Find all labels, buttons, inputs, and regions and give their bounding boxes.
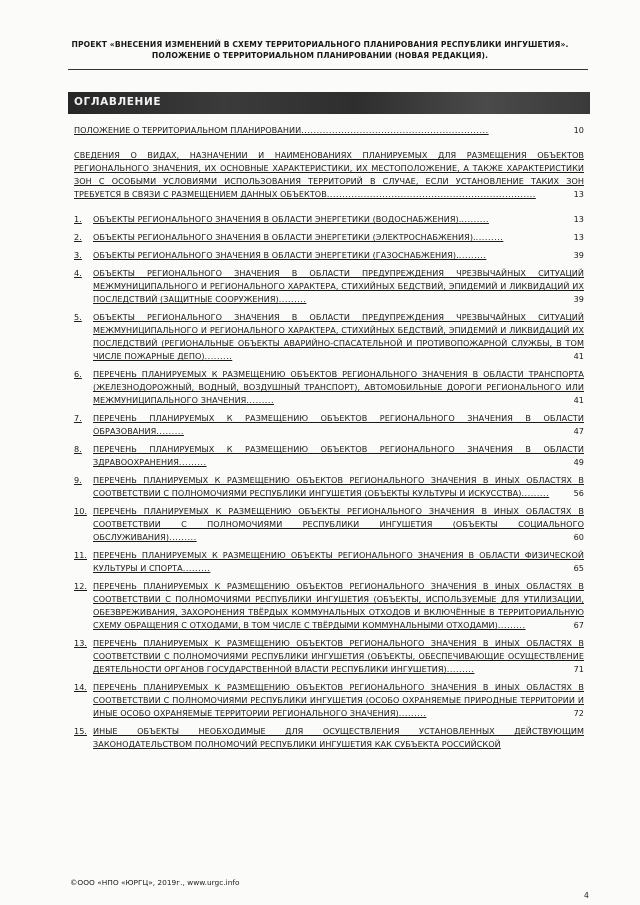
toc-item-label: ОБЪЕКТЫ РЕГИОНАЛЬНОГО ЗНАЧЕНИЯ В ОБЛАСТИ ПРЕДУПРЕЖДЕНИЯ ЧРЕЗВЫЧАЙНЫХ СИТУАЦИЙ МЕЖМУНИЦИПАЛЬНОГО И РЕГИОНАЛЬНОГО ХАРАКТЕРА, СТИХИЙНЫХ БЕДСТВИЙ, ЭПИДЕМИЙ И ЛИКВИДАЦИЙ ИХ ПОСЛЕДСТВИЙ (ЗАЩИТНЫЕ СООРУЖЕНИЯ) [93,268,584,304]
toc-item-9[interactable] [74,474,584,500]
toc-item-label: ИНЫЕ ОБЪЕКТЫ НЕОБХОДИМЫЕ ДЛЯ ОСУЩЕСТВЛЕНИЯ УСТАНОВЛЕННЫХ ДЕЙСТВУЮЩИМ ЗАКОНОДАТЕЛЬСТВОМ ПОЛНОМОЧИЙ РЕСПУБЛИКИ ИНГУШЕТИЯ КАК СУБЪЕКТА РОССИЙСКОЙ [93,726,584,749]
toc-page-number: 71 [573,664,584,674]
toc-item-body [93,725,584,751]
toc-item-3[interactable] [74,249,584,262]
toc-item-label: ОБЪЕКТЫ РЕГИОНАЛЬНОГО ЗНАЧЕНИЯ В ОБЛАСТИ ПРЕДУПРЕЖДЕНИЯ ЧРЕЗВЫЧАЙНЫХ СИТУАЦИЙ МЕЖМУНИЦИПАЛЬНОГО И РЕГИОНАЛЬНОГО ХАРАКТЕРА, СТИХИЙНЫХ БЕДСТВИЙ, ЭПИДЕМИЙ И ЛИКВИДАЦИЙ ИХ ПОСЛЕДСТВИЙ (РЕГИОНАЛЬНЫЕ ОБЪЕКТЫ АВАРИЙНО-СПАСАТЕЛЬНОЙ И ПРОТИВОПОЖАРНОЙ СЛУЖБЫ, В ТОМ ЧИСЛЕ ПОЖАРНЫЕ ДЕПО) [93,312,584,361]
toc-item-1[interactable] [74,213,584,226]
toc-item-body: ПЕРЕЧЕНЬ ПЛАНИРУЕМЫХ К РАЗМЕЩЕНИЮ ОБЪЕКТОВ РЕГИОНАЛЬНОГО ЗНАЧЕНИЯ В ОБЛАСТИ ЗДРАВООХРАНЕНИЯ......... 49 [93,444,584,467]
toc-numbered-list [74,213,584,751]
toc-entry-positioning[interactable]: 10 ПОЛОЖЕНИЕ О ТЕРРИТОРИАЛЬНОМ ПЛАНИРОВАНИИ............................................................. [74,125,584,135]
toc-item-number: 6. [74,369,82,379]
toc-item-4[interactable] [74,267,584,306]
toc-item-number: 1. [74,214,82,224]
toc-item-13[interactable] [74,637,584,676]
toc-heading: ОГЛАВЛЕНИЕ [74,96,162,108]
toc-entry-label: ПОЛОЖЕНИЕ О ТЕРРИТОРИАЛЬНОМ ПЛАНИРОВАНИИ [74,125,302,135]
toc-item-number: 3. [74,250,82,260]
toc-item-number: 13. [74,638,88,648]
toc-page-number: 67 [573,620,584,630]
toc-item-body: ПЕРЕЧЕНЬ ПЛАНИРУЕМЫХ К РАЗМЕЩЕНИЮ ОБЪЕКТОВ РЕГИОНАЛЬНОГО ЗНАЧЕНИЯ В ОБЛАСТИ ОБРАЗОВАНИЯ......... 47 [93,413,584,436]
toc-item-body: ПЕРЕЧЕНЬ ПЛАНИРУЕМЫХ К РАЗМЕЩЕНИЮ ОБЪЕКТОВ РЕГИОНАЛЬНОГО ЗНАЧЕНИЯ В ИНЫХ ОБЛАСТЯХ В СООТВЕТСТВИИ С ПОЛНОМОЧИЯМИ РЕСПУБЛИКИ ИНГУШЕТИЯ (ОБЪЕКТЫ КУЛЬТУРЫ И ИСКУССТВА)......... 56 [93,475,584,498]
toc-page-number: 56 [573,488,584,498]
toc-item-label: ПЕРЕЧЕНЬ ПЛАНИРУЕМЫХ К РАЗМЕЩЕНИЮ ОБЪЕКТОВ РЕГИОНАЛЬНОГО ЗНАЧЕНИЯ В ИНЫХ ОБЛАСТЯХ В СООТВЕТСТВИИ С ПОЛНОМОЧИЯМИ РЕСПУБЛИКИ ИНГУШЕТИЯ (ОСОБО ОХРАНЯЕМЫЕ ПРИРОДНЫЕ ТЕРРИТОРИИ И ИНЫЕ ОСОБО ОХРАНЯЕМЫЕ ТЕРРИТОРИИ РЕГИОНАЛЬНОГО ЗНАЧЕНИЯ) [93,682,584,718]
toc-page-number: 72 [573,708,584,718]
toc-page-number: 39 [573,294,584,304]
toc-item-body: ОБЪЕКТЫ РЕГИОНАЛЬНОГО ЗНАЧЕНИЯ В ОБЛАСТИ ЭНЕРГЕТИКИ (ГАЗОСНАБЖЕНИЯ).......... 39 [93,250,584,260]
toc-entry-information[interactable]: СВЕДЕНИЯ О ВИДАХ, НАЗНАЧЕНИИ И НАИМЕНОВАНИЯХ ПЛАНИРУЕМЫХ ДЛЯ РАЗМЕЩЕНИЯ ОБЪЕКТОВ РЕГИОНАЛЬНОГО ЗНАЧЕНИЯ, ИХ ОСНОВНЫЕ ХАРАКТЕРИСТИКИ, ИХ МЕСТОПОЛОЖЕНИЕ, А ТАКЖЕ ХАРАКТЕРИСТИКИ ЗОН С ОСОБЫМИ УСЛОВИЯМИ ИСПОЛЬЗОВАНИЯ ТЕРРИТОРИЙ В СЛУЧАЕ, ЕСЛИ УСТАНОВЛЕНИЕ ТАКИХ ЗОН ТРЕБУЕТСЯ В СВЯЗИ С РАЗМЕЩЕНИЕМ ДАННЫХ ОБЪЕКТОВ.................................................................... 13 [74,150,584,199]
toc-item-number: 9. [74,475,82,485]
toc-item-number: 15. [74,726,88,736]
toc-item-label: ПЕРЕЧЕНЬ ПЛАНИРУЕМЫХ К РАЗМЕЩЕНИЮ ОБЪЕКТОВ РЕГИОНАЛЬНОГО ЗНАЧЕНИЯ В ОБЛАСТИ ТРАНСПОРТА (ЖЕЛЕЗНОДОРОЖНЫЙ, ВОДНЫЙ, ВОЗДУШНЫЙ ТРАНСПОРТ), АВТОМОБИЛЬНЫЕ ДОРОГИ РЕГИОНАЛЬНОГО ИЛИ МЕЖМУНИЦИПАЛЬНОГО ЗНАЧЕНИЯ [93,369,584,405]
toc-item-number: 2. [74,232,82,242]
toc-item-number: 10. [74,506,88,516]
toc-item-body: ПЕРЕЧЕНЬ ПЛАНИРУЕМЫХ К РАЗМЕЩЕНИЮ ОБЪЕКТЫ РЕГИОНАЛЬНОГО ЗНАЧЕНИЯ В ИНЫХ ОБЛАСТЯХ В СООТВЕТСТВИИ С ПОЛНОМОЧИЯМИ РЕСПУБЛИКИ ИНГУШЕТИЯ (ОБЪЕКТЫ СОЦИАЛЬНОГО ОБСЛУЖИВАНИЯ)......... 60 [93,506,584,542]
toc-page-number: 60 [573,532,584,542]
toc-item-number: 11. [74,550,88,560]
toc-item-11[interactable] [74,549,584,575]
toc-page-number: 10 [573,125,584,135]
toc-page-number: 13 [573,214,584,224]
toc-page-number: 41 [573,351,584,361]
toc-page-number: 13 [573,189,584,199]
toc-item-7[interactable] [74,412,584,438]
toc-item-number: 8. [74,444,82,454]
toc-item-label: ОБЪЕКТЫ РЕГИОНАЛЬНОГО ЗНАЧЕНИЯ В ОБЛАСТИ ЭНЕРГЕТИКИ (ГАЗОСНАБЖЕНИЯ). [93,250,459,260]
toc-item-number: 5. [74,312,82,322]
toc-item-body: ОБЪЕКТЫ РЕГИОНАЛЬНОГО ЗНАЧЕНИЯ В ОБЛАСТИ ЭНЕРГЕТИКИ (ВОДОСНАБЖЕНИЯ).......... 13 [93,214,584,224]
header-line-1: ПРОЕКТ «ВНЕСЕНИЯ ИЗМЕНЕНИЙ В СХЕМУ ТЕРРИТОРИАЛЬНОГО ПЛАНИРОВАНИЯ РЕСПУБЛИКИ ИНГУШЕТИЯ». [71,40,569,49]
toc-page-number: 47 [573,426,584,436]
document-header [60,39,580,61]
toc-page-number: 39 [573,250,584,260]
toc-page-number: 49 [573,457,584,467]
toc-item-15[interactable] [74,725,584,751]
toc-item-number: 4. [74,268,82,278]
toc-item-body: ПЕРЕЧЕНЬ ПЛАНИРУЕМЫХ К РАЗМЕЩЕНИЮ ОБЪЕКТОВ РЕГИОНАЛЬНОГО ЗНАЧЕНИЯ В ИНЫХ ОБЛАСТЯХ В СООТВЕТСТВИИ С ПОЛНОМОЧИЯМИ РЕСПУБЛИКИ ИНГУШЕТИЯ (ОБЪЕКТЫ, ОБЕСПЕЧИВАЮЩИЕ ОСУЩЕСТВЛЕНИЕ ДЕЯТЕЛЬНОСТИ ОРГАНОВ ГОСУДАРСТВЕННОЙ ВЛАСТИ РЕСПУБЛИКИ ИНГУШЕТИЯ)......... 71 [93,638,584,674]
toc-item-number: 14. [74,682,88,692]
header-divider [68,69,588,70]
toc-item-body: ПЕРЕЧЕНЬ ПЛАНИРУЕМЫХ К РАЗМЕЩЕНИЮ ОБЪЕКТОВ РЕГИОНАЛЬНОГО ЗНАЧЕНИЯ В ОБЛАСТИ ТРАНСПОРТА (ЖЕЛЕЗНОДОРОЖНЫЙ, ВОДНЫЙ, ВОЗДУШНЫЙ ТРАНСПОРТ), АВТОМОБИЛЬНЫЕ ДОРОГИ РЕГИОНАЛЬНОГО ИЛИ МЕЖМУНИЦИПАЛЬНОГО ЗНАЧЕНИЯ......... 41 [93,369,584,405]
toc-item-8[interactable] [74,443,584,469]
toc-item-6[interactable] [74,368,584,407]
header-line-2: ПОЛОЖЕНИЕ О ТЕРРИТОРИАЛЬНОМ ПЛАНИРОВАНИИ (НОВАЯ РЕДАКЦИЯ). [151,51,489,60]
toc-item-label: ОБЪЕКТЫ РЕГИОНАЛЬНОГО ЗНАЧЕНИЯ В ОБЛАСТИ ЭНЕРГЕТИКИ (ВОДОСНАБЖЕНИЯ). [93,214,462,224]
toc-item-label: ПЕРЕЧЕНЬ ПЛАНИРУЕМЫХ К РАЗМЕЩЕНИЮ ОБЪЕКТЫ РЕГИОНАЛЬНОГО ЗНАЧЕНИЯ В ИНЫХ ОБЛАСТЯХ В СООТВЕТСТВИИ С ПОЛНОМОЧИЯМИ РЕСПУБЛИКИ ИНГУШЕТИЯ (ОБЪЕКТЫ СОЦИАЛЬНОГО ОБСЛУЖИВАНИЯ) [93,506,584,542]
toc-page-number: 65 [573,563,584,573]
toc-item-14[interactable] [74,681,584,720]
toc-item-label: ПЕРЕЧЕНЬ ПЛАНИРУЕМЫХ К РАЗМЕЩЕНИЮ ОБЪЕКТОВ РЕГИОНАЛЬНОГО ЗНАЧЕНИЯ В ИНЫХ ОБЛАСТЯХ В СООТВЕТСТВИИ С ПОЛНОМОЧИЯМИ РЕСПУБЛИКИ ИНГУШЕТИЯ (ОБЪЕКТЫ, ИСПОЛЬЗУЕМЫЕ ДЛЯ УТИЛИЗАЦИИ, ОБЕЗВРЕЖИВАНИЯ, ЗАХОРОНЕНИЯ ТВЁРДЫХ КОММУНАЛЬНЫХ ОТХОДОВ И ВКЛЮЧЁННЫЕ В ТЕРРИТОРИАЛЬНУЮ СХЕМУ ОБРАЩЕНИЯ С ОТХОДАМИ, В ТОМ ЧИСЛЕ С ТВЁРДЫМИ КОММУНАЛЬНЫМИ ОТХОДАМИ) [93,581,584,630]
toc-item-body: ОБЪЕКТЫ РЕГИОНАЛЬНОГО ЗНАЧЕНИЯ В ОБЛАСТИ ПРЕДУПРЕЖДЕНИЯ ЧРЕЗВЫЧАЙНЫХ СИТУАЦИЙ МЕЖМУНИЦИПАЛЬНОГО И РЕГИОНАЛЬНОГО ХАРАКТЕРА, СТИХИЙНЫХ БЕДСТВИЙ, ЭПИДЕМИЙ И ЛИКВИДАЦИЙ ИХ ПОСЛЕДСТВИЙ (ЗАЩИТНЫЕ СООРУЖЕНИЯ)......... 39 [93,268,584,304]
toc-item-label: ОБЪЕКТЫ РЕГИОНАЛЬНОГО ЗНАЧЕНИЯ В ОБЛАСТИ ЭНЕРГЕТИКИ (ЭЛЕКТРОСНАБЖЕНИЯ). [93,232,476,242]
toc-item-body: ОБЪЕКТЫ РЕГИОНАЛЬНОГО ЗНАЧЕНИЯ В ОБЛАСТИ ПРЕДУПРЕЖДЕНИЯ ЧРЕЗВЫЧАЙНЫХ СИТУАЦИЙ МЕЖМУНИЦИПАЛЬНОГО И РЕГИОНАЛЬНОГО ХАРАКТЕРА, СТИХИЙНЫХ БЕДСТВИЙ, ЭПИДЕМИЙ И ЛИКВИДАЦИЙ ИХ ПОСЛЕДСТВИЙ (РЕГИОНАЛЬНЫЕ ОБЪЕКТЫ АВАРИЙНО-СПАСАТЕЛЬНОЙ И ПРОТИВОПОЖАРНОЙ СЛУЖБЫ, В ТОМ ЧИСЛЕ ПОЖАРНЫЕ ДЕПО)......... 41 [93,312,584,361]
toc-item-body: ПЕРЕЧЕНЬ ПЛАНИРУЕМЫХ К РАЗМЕЩЕНИЮ ОБЪЕКТЫ РЕГИОНАЛЬНОГО ЗНАЧЕНИЯ В ОБЛАСТИ ФИЗИЧЕСКОЙ КУЛЬТУРЫ И СПОРТА......... 65 [93,550,584,573]
toc-item-label: ПЕРЕЧЕНЬ ПЛАНИРУЕМЫХ К РАЗМЕЩЕНИЮ ОБЪЕКТОВ РЕГИОНАЛЬНОГО ЗНАЧЕНИЯ В ИНЫХ ОБЛАСТЯХ В СООТВЕТСТВИИ С ПОЛНОМОЧИЯМИ РЕСПУБЛИКИ ИНГУШЕТИЯ (ОБЪЕКТЫ КУЛЬТУРЫ И ИСКУССТВА) [93,475,584,498]
toc-item-5[interactable] [74,311,584,363]
toc-page-number: 13 [573,232,584,242]
toc-item-body: ПЕРЕЧЕНЬ ПЛАНИРУЕМЫХ К РАЗМЕЩЕНИЮ ОБЪЕКТОВ РЕГИОНАЛЬНОГО ЗНАЧЕНИЯ В ИНЫХ ОБЛАСТЯХ В СООТВЕТСТВИИ С ПОЛНОМОЧИЯМИ РЕСПУБЛИКИ ИНГУШЕТИЯ (ОСОБО ОХРАНЯЕМЫЕ ПРИРОДНЫЕ ТЕРРИТОРИИ И ИНЫЕ ОСОБО ОХРАНЯЕМЫЕ ТЕРРИТОРИИ РЕГИОНАЛЬНОГО ЗНАЧЕНИЯ)......... 72 [93,682,584,718]
toc-entry-label: СВЕДЕНИЯ О ВИДАХ, НАЗНАЧЕНИИ И НАИМЕНОВАНИЯХ ПЛАНИРУЕМЫХ ДЛЯ РАЗМЕЩЕНИЯ ОБЪЕКТОВ РЕГИОНАЛЬНОГО ЗНАЧЕНИЯ, ИХ ОСНОВНЫЕ ХАРАКТЕРИСТИКИ, ИХ МЕСТОПОЛОЖЕНИЕ, А ТАКЖЕ ХАРАКТЕРИСТИКИ ЗОН С ОСОБЫМИ УСЛОВИЯМИ ИСПОЛЬЗОВАНИЯ ТЕРРИТОРИЙ В СЛУЧАЕ, ЕСЛИ УСТАНОВЛЕНИЕ ТАКИХ ЗОН ТРЕБУЕТСЯ В СВЯЗИ С РАЗМЕЩЕНИЕМ ДАННЫХ ОБЪЕКТОВ [74,150,584,199]
toc-item-number: 7. [74,413,82,423]
toc-item-body: ПЕРЕЧЕНЬ ПЛАНИРУЕМЫХ К РАЗМЕЩЕНИЮ ОБЪЕКТОВ РЕГИОНАЛЬНОГО ЗНАЧЕНИЯ В ИНЫХ ОБЛАСТЯХ В СООТВЕТСТВИИ С ПОЛНОМОЧИЯМИ РЕСПУБЛИКИ ИНГУШЕТИЯ (ОБЪЕКТЫ, ИСПОЛЬЗУЕМЫЕ ДЛЯ УТИЛИЗАЦИИ, ОБЕЗВРЕЖИВАНИЯ, ЗАХОРОНЕНИЯ ТВЁРДЫХ КОММУНАЛЬНЫХ ОТХОДОВ И ВКЛЮЧЁННЫЕ В ТЕРРИТОРИАЛЬНУЮ СХЕМУ ОБРАЩЕНИЯ С ОТХОДАМИ, В ТОМ ЧИСЛЕ С ТВЁРДЫМИ КОММУНАЛЬНЫМИ ОТХОДАМИ)......... 67 [93,581,584,630]
toc-item-2[interactable] [74,231,584,244]
footer-copyright: ©ООО «НПО «ЮРГЦ», 2019г., www.urgc.info [70,878,240,887]
toc-heading-band [68,92,590,114]
toc-item-label: ПЕРЕЧЕНЬ ПЛАНИРУЕМЫХ К РАЗМЕЩЕНИЮ ОБЪЕКТОВ РЕГИОНАЛЬНОГО ЗНАЧЕНИЯ В ИНЫХ ОБЛАСТЯХ В СООТВЕТСТВИИ С ПОЛНОМОЧИЯМИ РЕСПУБЛИКИ ИНГУШЕТИЯ (ОБЪЕКТЫ, ОБЕСПЕЧИВАЮЩИЕ ОСУЩЕСТВЛЕНИЕ ДЕЯТЕЛЬНОСТИ ОРГАНОВ ГОСУДАРСТВЕННОЙ ВЛАСТИ РЕСПУБЛИКИ ИНГУШЕТИЯ) [93,638,584,674]
table-of-contents [74,124,584,756]
toc-page-number: 41 [573,395,584,405]
toc-item-label: ПЕРЕЧЕНЬ ПЛАНИРУЕМЫХ К РАЗМЕЩЕНИЮ ОБЪЕКТОВ РЕГИОНАЛЬНОГО ЗНАЧЕНИЯ В ОБЛАСТИ ЗДРАВООХРАНЕНИЯ [93,444,584,467]
toc-item-10[interactable] [74,505,584,544]
toc-item-12[interactable] [74,580,584,632]
toc-item-body: ОБЪЕКТЫ РЕГИОНАЛЬНОГО ЗНАЧЕНИЯ В ОБЛАСТИ ЭНЕРГЕТИКИ (ЭЛЕКТРОСНАБЖЕНИЯ).......... 13 [93,232,584,242]
page-number: 4 [584,891,589,900]
toc-item-number: 12. [74,581,88,591]
toc-item-label: ПЕРЕЧЕНЬ ПЛАНИРУЕМЫХ К РАЗМЕЩЕНИЮ ОБЪЕКТОВ РЕГИОНАЛЬНОГО ЗНАЧЕНИЯ В ОБЛАСТИ ОБРАЗОВАНИЯ [93,413,584,436]
toc-item-label: ПЕРЕЧЕНЬ ПЛАНИРУЕМЫХ К РАЗМЕЩЕНИЮ ОБЪЕКТЫ РЕГИОНАЛЬНОГО ЗНАЧЕНИЯ В ОБЛАСТИ ФИЗИЧЕСКОЙ КУЛЬТУРЫ И СПОРТА [93,550,584,573]
